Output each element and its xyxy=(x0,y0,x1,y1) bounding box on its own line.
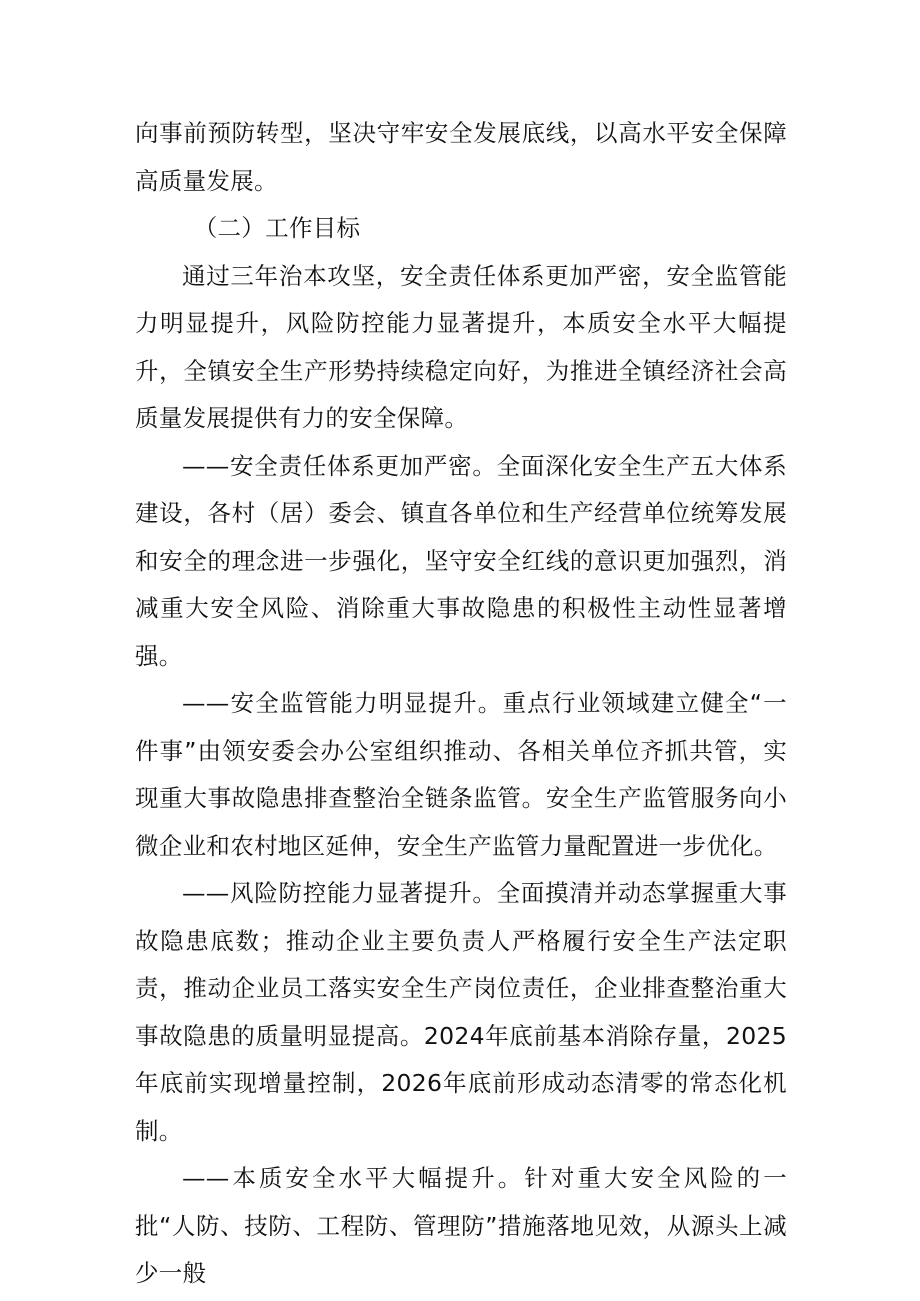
document-body xyxy=(135,110,787,1298)
paragraph-continuation: 向事前预防转型，坚决守牢安全发展底线，以高水平安全保障高质量发展。 xyxy=(135,119,787,195)
paragraph-risk-control: ——风险防控能力显著提升。全面摸清并动态掌握重大事故隐患底数；推动企业主要负责人严格履行安全生产法定职责，推动企业员工落实安全生产岗位责任，企业排查整治重大事故隐患的质量明显提高。2024年底前基本消除存量，2025年底前实现增量控制，2026年底前形成动态清零的常态化机制。 xyxy=(135,879,787,1145)
paragraph-supervision-capacity: ——安全监管能力明显提升。重点行业领域建立健全“一件事”由领安委会办公室组织推动、各相关单位齐抓共管，实现重大事故隐患排查整治全链条监管。安全生产监管服务向小微企业和农村地区延伸，安全生产监管力量配置进一步优化。 xyxy=(135,689,787,860)
paragraph-responsibility-system: ——安全责任体系更加严密。全面深化安全生产五大体系建设，各村（居）委会、镇直各单位和生产经营单位统筹发展和安全的理念进一步强化，坚守安全红线的意识更加强烈，消减重大安全风险、消除重大事故隐患的积极性主动性显著增强。 xyxy=(135,451,787,670)
section-heading-work-goals: （二）工作目标 xyxy=(193,214,361,242)
paragraph-intrinsic-safety: ——本质安全水平大幅提升。针对重大安全风险的一批“人防、技防、工程防、管理防”措施落地见效，从源头上减少一般 xyxy=(135,1164,787,1287)
paragraph-overview: 通过三年治本攻坚，安全责任体系更加严密，安全监管能力明显提升，风险防控能力显著提升，本质安全水平大幅提升，全镇安全生产形势持续稳定向好，为推进全镇经济社会高质量发展提供有力的安全保障。 xyxy=(135,261,787,432)
